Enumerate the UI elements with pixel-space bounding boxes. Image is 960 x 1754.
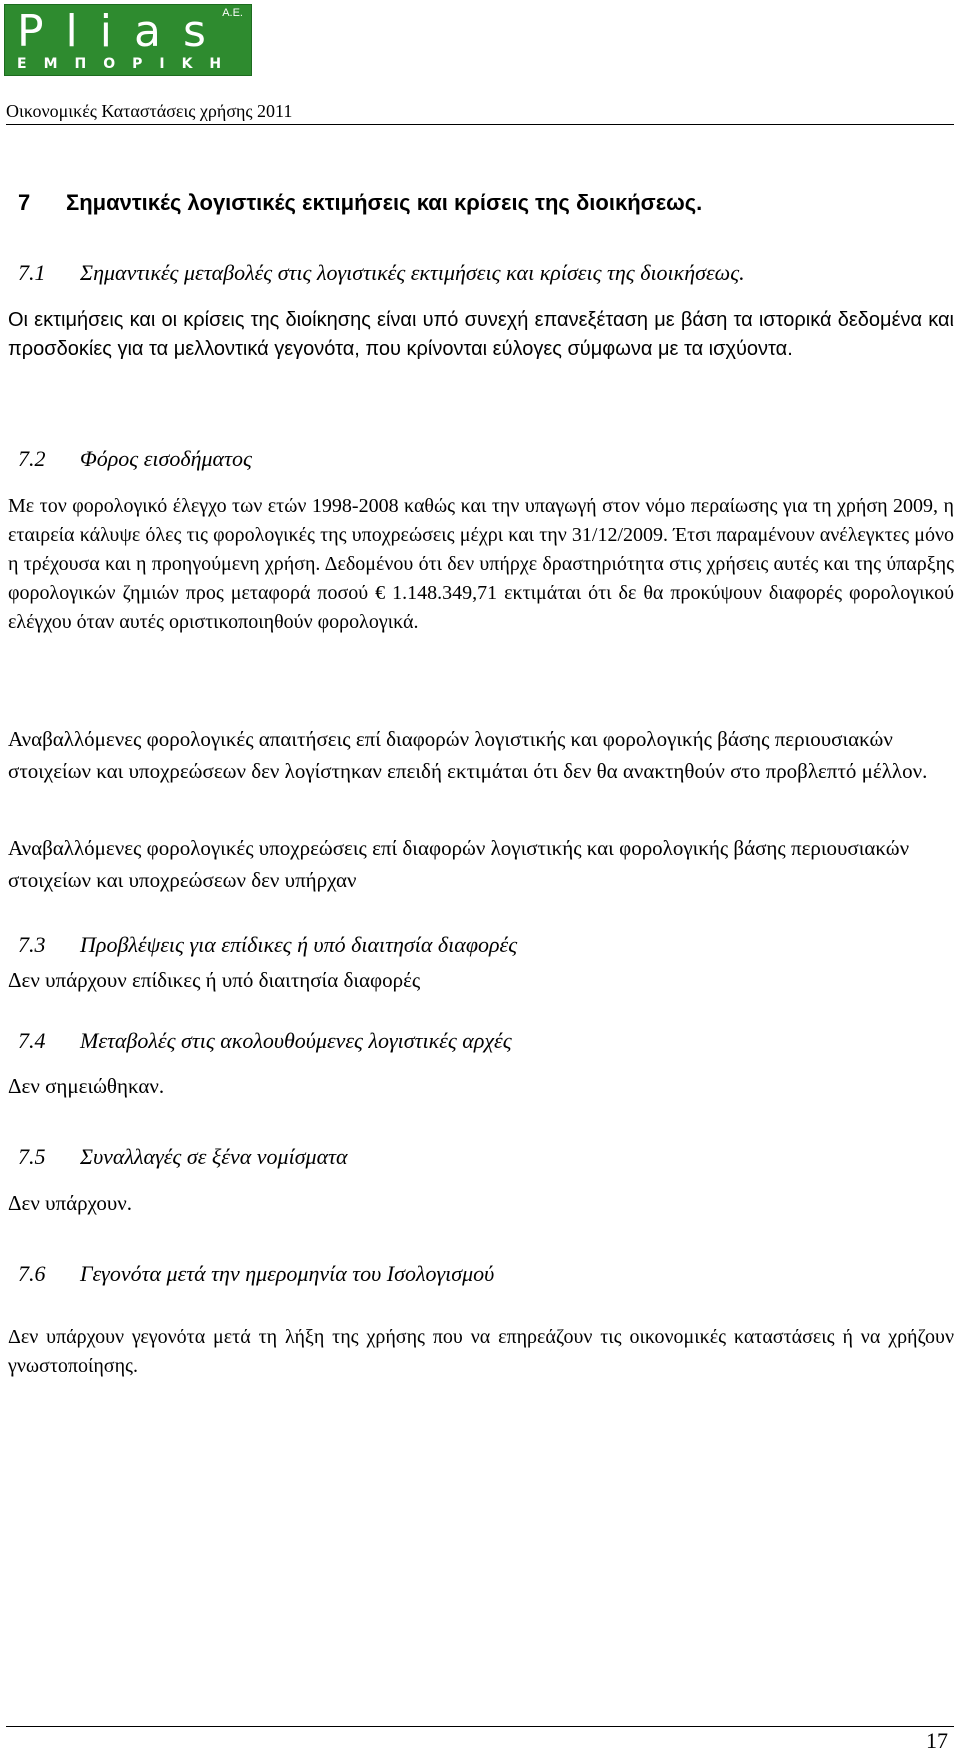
subsection-number: 7.5 — [18, 1144, 46, 1169]
subsection-7-6-heading — [18, 1261, 494, 1287]
subsection-number: 7.3 — [18, 932, 46, 957]
footer-divider — [6, 1726, 954, 1727]
section-7-heading — [18, 190, 702, 216]
subsection-7-4-body: Δεν σημειώθηκαν. — [8, 1074, 165, 1098]
section-number: 7 — [18, 190, 31, 215]
section-title: Σημαντικές λογιστικές εκτιμήσεις και κρίσεις της διοικήσεως. — [66, 190, 703, 215]
subsection-title: Μεταβολές στις ακολουθούμενες λογιστικές αρχές — [80, 1028, 512, 1053]
subsection-7-5-heading — [18, 1144, 348, 1170]
subsection-7-2-heading — [18, 446, 252, 472]
page-number: 17 — [926, 1728, 948, 1753]
subsection-title: Φόρος εισοδήματος — [80, 446, 252, 471]
logo-ae: A.E. — [222, 7, 243, 19]
subsection-7-3-body: Δεν υπάρχουν επίδικες ή υπό διαιτησία διαφορές — [8, 968, 421, 992]
subsection-7-1-body: Οι εκτιμήσεις και οι κρίσεις της διοίκησης είναι υπό συνεχή επανεξέταση με βάση τα ιστορικά δεδομένα και προσδοκίες για τα μελλοντικά γεγονότα, που κρίνονται εύλογες σύμφωνα με τα ισχύοντα. — [8, 309, 954, 360]
page-header: Οικονομικές Καταστάσεις χρήσης 2011 — [6, 101, 293, 121]
logo-subtitle: ΕΜΠΟΡΙΚΗ — [17, 56, 239, 72]
subsection-7-5-body: Δεν υπάρχουν. — [8, 1191, 133, 1215]
subsection-7-2-body-3: Αναβαλλόμενες φορολογικές υποχρεώσεις επί διαφορών λογιστικής και φορολογικής βάσης περιουσιακών στοιχείων και υποχρεώσεων δεν υπήρχαν — [8, 836, 910, 892]
subsection-number: 7.4 — [18, 1028, 46, 1053]
subsection-7-3-heading — [18, 932, 517, 958]
subsection-7-4-heading — [18, 1028, 512, 1054]
subsection-7-1-heading — [18, 260, 745, 286]
subsection-title: Σημαντικές μεταβολές στις λογιστικές εκτιμήσεις και κρίσεις της διοικήσεως. — [80, 260, 745, 285]
subsection-title: Συναλλαγές σε ξένα νομίσματα — [80, 1144, 348, 1169]
company-logo — [4, 4, 252, 76]
logo-word: Plias — [17, 6, 228, 57]
subsection-title: Γεγονότα μετά την ημερομηνία του Ισολογισμού — [80, 1261, 495, 1286]
subsection-7-6-body: Δεν υπάρχουν γεγονότα μετά τη λήξη της χρήσης που να επηρεάζουν τις οικονομικές καταστάσεις ή να χρήζουν γνωστοποίησης. — [8, 1326, 954, 1377]
subsection-number: 7.1 — [18, 260, 46, 285]
subsection-number: 7.2 — [18, 446, 46, 471]
subsection-7-2-body-1: Με τον φορολογικό έλεγχο των ετών 1998-2008 καθώς και την υπαγωγή στον νόμο περαίωσης για τη χρήση 2009, η εταιρεία κάλυψε όλες τις φορολογικές της υποχρεώσεις μέχρι και την 31/12/2009. Έτσι παραμένουν ανέλεγκτες μόνο η τρέχουσα και η προηγούμενη χρήση. Δεδομένου ότι δεν υπήρχε δραστηριότητα στις χρήσεις αυτές και της ύπαρξης φορολογικών ζημιών προς μεταφορά ποσού € 1.148.349,71 εκτιμάται ότι δε θα προκύψουν διαφορές φορολογικού ελέγχου όταν αυτές οριστικοποιηθούν φορολογικά. — [8, 495, 954, 633]
header-divider — [6, 124, 954, 125]
subsection-7-2-body-2: Αναβαλλόμενες φορολογικές απαιτήσεις επί διαφορών λογιστικής και φορολογικής βάσης περιουσιακών στοιχείων και υποχρεώσεων δεν λογίστηκαν επειδή εκτιμάται ότι δεν θα ανακτηθούν στο προβλεπτό μέλλον. — [8, 727, 928, 783]
subsection-title: Προβλέψεις για επίδικες ή υπό διαιτησία διαφορές — [80, 932, 518, 957]
subsection-number: 7.6 — [18, 1261, 46, 1286]
